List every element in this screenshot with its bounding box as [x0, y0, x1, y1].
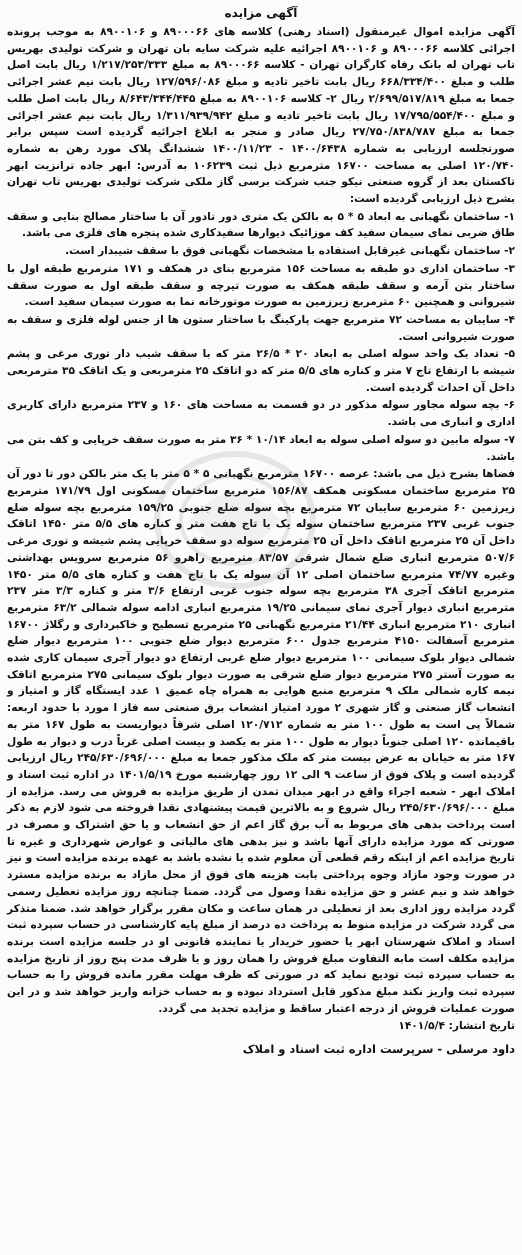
- notice-title: آگهی مزایده: [224, 6, 298, 20]
- notice-item-7: ۷- سوله مابین دو سوله اصلی سوله به ابعاد ۱۰/۱۴ * ۳۶ متر به صورت سقف خرپایی و کف بتن می باشد.: [7, 433, 516, 463]
- notice-item-1: ۱- ساختمان نگهبانی به ابعاد ۵ * ۵ به بالکن یک متری دور تادور آن با ساختار مصالح بنایی و سقف طاق ضربی نمای سیمان سفید کف موزائیک دیوارها سفیدکاری شده پنجره های فلزی می باشد.: [7, 210, 515, 240]
- publish-date: تاریخ انتشار: ۱۴۰۱/۵/۴: [398, 1020, 515, 1033]
- notice-item-2: ۲- ساختمان نگهبانی غیرقابل استفاده با مشخصات نگهبانی فوق با سقف شیبدار است.: [65, 245, 515, 258]
- notice-item-3: ۳- ساختمان اداری دو طبقه به مساحت ۱۵۶ مترمربع بنای در همکف و ۱۷۱ مترمربع طبقه اول با ساختار بتن آرمه و سقف طبقه همکف به صورت تیرچه و سقف طبقه اول به صورت سقف شیروانی و همچنین ۶۰ مترمربع زیرزمین به صورت موتورخانه نما به صورت سیمان سفید است.: [7, 262, 515, 309]
- notice-details-paragraph: فضاها بشرح ذیل می باشد: عرصه ۱۶۷۰۰ مترمربع نگهبانی ۵ * ۵ متر با یک متر بالکن دور تا دور آن ۲۵ مترمربع ساختمان مسکونی همکف ۱۵۶/۸۷ مترمربع ساختمان مسکونی اول ۱۷۱/۷۹ مترمربع زیرزمین ۶۰ مترمربع سایبان ۷۲ مترمربع بچه سوله ضلع جنوبی ۱۵۹/۲۵ مترمربع بچه سوله ضلع جنوب غربی ۲۳۷ مترمربع ساختمان سوله یک با تاج هفت متر و کناره های ۵/۵ متر ۱۴۵۰ اتاقک داخل آن ۲۵ مترمربع اتاقک داخل آن ۲۵ مترمربع سوله دو سقف خرپایی پشم شیشه و توری مرغی ۵۰۷/۶ مترمربع انباری ضلع شمال شرقی ۸۳/۵۷ مترمربع راهرو ۵۶ مترمربع سرویس بهداشتی وغیره ۷۴/۷۷ مترمربع ساختمان اصلی ۱۲ آن سوله یک با تاج هفت و کناره های ۵/۵ متر ۱۴۵۰ مترمربع اتاقک آجری ۳۸ مترمربع بچه سوله جنوب غربی ارتفاع ۳/۶ متر و کناره ۳/۳ متر ۲۳۷ مترمربع انباری دیوار آجری نمای سیمانی ۱۹/۲۵ مترمربع انباری ادامه سوله شمالی ۶۳/۲ مترمربع انباری ۲۱۰ مترمربع انباری ۲۱/۴۴ مترمربع نگهبانی ۲۵ مترمربع تسطیح و خاکبرداری و رگلاژ ۱۶۷۰۰ مترمربع آسفالت ۴۱۵۰ مترمربع جدول ۶۰۰ مترمربع دیوار ضلع جنوبی ۱۰۰ مترمربع دیوار ضلع شمالی دیوار بلوک سیمانی ۱۰۰ مترمربع دیوار ضلع غربی ارتفاع دو دیوار آجری سیمان کاری شده به صورت آستر ۲۷۵ مترمربع دیوار ضلع شرقی به صورت دیوار بلوک سیمانی ۲۷۵ مترمربع اتاقک نیمه کاره شمالی ملک ۹ مترمربع منبع هوایی به همراه چاه عمیق ۱ عدد ایستگاه گاز و امتیاز و انشعاب گاز صنعتی و گاز شهری ۲ مورد امتیاز انشعاب برق صنعتی سه فاز ا مورد با حدود اربعه: شمالاً پی است به طول ۱۰۰ متر به شماره ۱۲۰/۷۱۲ اصلی شرقاً دیواریست به طول ۱۶۷ متر به باقیمانده ۱۲۰ اصلی جنوباً دیوار به طول ۱۰۰ متر به یکصد و بیست اصلی غرباً درب و دیوار به طول ۱۶۷ متر به خیابان به عرض بیست متر که ملک مذکور جمعا به مبلغ ۲۴۵/۶۳۰/۶۹۶/۰۰۰ ریال ارزیابی گردیده است و پلاک فوق از ساعت ۹ الی ۱۲ روز چهارشنبه مورخ ۱۴۰۱/۵/۱۹ در اداره ثبت اسناد و املاک ابهر - شعبه اجراء واقع در ابهر میدان تمدن از طریق مزایده به فروش می رسد. مزایده از مبلغ ۲۴۵/۶۳۰/۶۹۶/۰۰۰ ریال شروع و به بالاترین قیمت پیشنهادی نقدا فروخته می شود لازم به ذکر است پرداخت بدهی های مربوط به آب برق گاز اعم از حق انشعاب و یا حق اشتراک و مصرف در صورتی که مورد مزایده دارای آنها باشد و نیز بدهی های مالیاتی و عوارض شهرداری و غیره تا تاریخ مزایده اعم از اینکه رقم قطعی آن معلوم شده یا نشده باشد به عهده برنده مزایده است و نیز در صورت وجود مازاد وجوه پرداختی بابت هزینه های فوق از محل مازاد به برنده مزایده مسترد خواهد شد و نیم عشر و حق مزایده نقدا وصول می گردد. ضمنا چنانچه روز مزایده تعطیل رسمی گردد مزایده روز اداری بعد از تعطیلی در همان ساعت و مکان مقرر برگزار خواهد شد. ضمنا متذکر می گردد شرکت در مزایده منوط به پرداخت ده درصد از مبلغ پایه کارشناسی در حساب سپرده ثبت اسناد و املاک شهرستان ابهر یا حضور خریدار یا نماینده قانونی او در جلسه مزایده است برنده مزایده مکلف است مابه التفاوت مبلغ فروش را همان روز و یا ظرف مدت پنج روز از تاریخ مزایده به حساب سپرده ثبت تودیع نماید که در صورتی که ظرف مهلت مقرر مانده فروش را به حساب سپرده ثبت واریز نکند مبلغ مذکور قابل استرداد نبوده و به حساب خزانه واریز خواهد شد و در این صورت عملیات فروش از درجه اعتبار ساقط و مزایده تجدید می گردد.: [7, 468, 516, 1015]
- notice-intro-paragraph: آگهی مزایده اموال غیرمنقول (اسناد رهنی) کلاسه های ۸۹۰۰۰۶۶ و ۸۹۰۰۱۰۶ به موجب پرونده اجرائی کلاسه ۸۹۰۰۰۶۶ و ۸۹۰۰۱۰۶ اجرائیه علیه شرکت سایه بان تهران و شرکت تولیدی بهریس تاب تهران له بانک رفاه کارگران تهران - کلاسه ۸۹۰۰۰۶۶ به مبلغ ۱/۲۱۷/۲۵۳/۳۳۳ ریال بابت اصل طلب و مبلغ ۶۶۸/۳۳۴/۴۰۰ ریال بابت تاخیر تادیه و مبلغ ۱۲۷/۵۹۶/۰۸۶ ریال بابت نیم عشر اجرائی جمعا به مبلغ ۲/۶۹۹/۵۱۷/۸۱۹ ریال ۲- کلاسه ۸۹۰۰۱۰۶ به مبلغ ۸/۶۴۳/۳۴۴/۴۴۵ ریال بابت اصل طلب و مبلغ ۱۷/۷۹۵/۵۵۴/۴۰۰ ریال بابت تاخیر تادیه و مبلغ ۱/۳۱۱/۹۳۹/۹۴۲ ریال بابت نیم عشر اجرائی جمعا به مبلغ ۲۷/۷۵۰/۸۳۸/۷۸۷ ریال صادر و منجر به ابلاغ اجرائیه گردیده است سپس برابر صورتجلسه ارزیابی به شماره ۱۴۰۰/۶۴۳۸ - ۱۴۰۰/۱۱/۲۳ ششدانگ پلاک مورد رهن به شماره ۱۲۰/۷۴۰ اصلی به مساحت ۱۶۷۰۰ مترمربع ذیل ثبت ۱۰۶۲۳۹ به آدرس: ابهر جاده ترانزیت ابهر تاکستان بعد از گروه صنعتی نیکو جنب شرکت برسی گاز ملکی شرکت تولیدی بهریس تاب تهران بشرح ذیل ارزیابی گردیده است:: [7, 26, 516, 206]
- notice-item-5: ۵- تعداد یک واحد سوله اصلی به ابعاد ۲۰ * ۲۶/۵ متر که با سقف شیب دار توری مرغی و پشم شیشه با ارتفاع تاج ۷ متر و کناره های ۵/۵ متر که دو اتاقک ۲۵ مترمربعی و یک اتاقک ۳۵ مترمربعی داخل آن احداث گردیده است.: [7, 348, 515, 394]
- notice-item-4: ۴- سایبان به مساحت ۷۲ مترمربع جهت پارکینگ با ساختار ستون ها از جنس لوله فلزی و سقف به صورت شیروانی است.: [7, 313, 516, 343]
- signature-line: داود مرسلی - سرپرست اداره ثبت اسناد و املاک: [242, 1042, 515, 1057]
- notice-item-6: ۶- بچه سوله مجاور سوله مذکور در دو قسمت به مساحت های ۱۶۰ و ۲۳۷ مترمربع دارای کاربری اداری و انباری می باشد.: [7, 399, 515, 429]
